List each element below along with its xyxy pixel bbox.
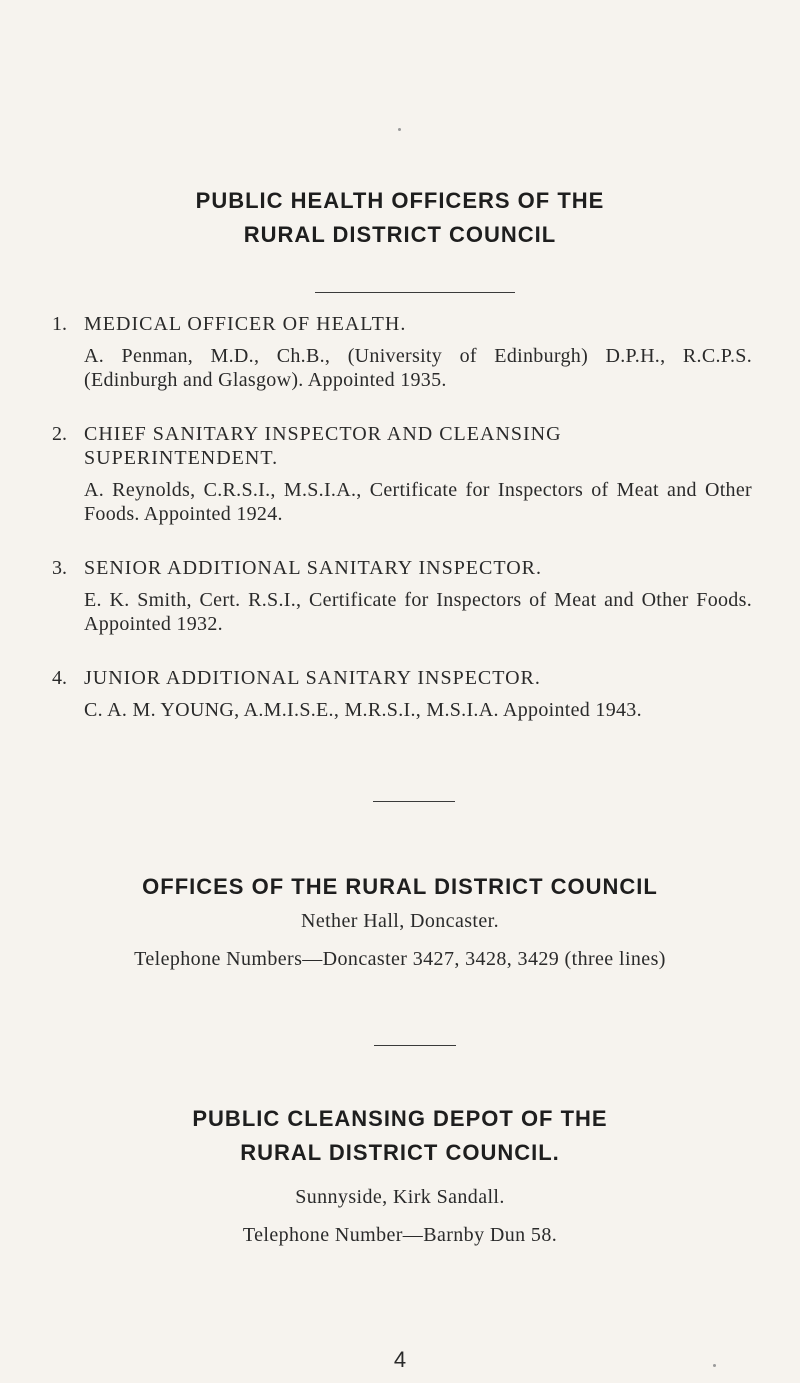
- officer-number: 4.: [52, 667, 67, 689]
- officer-number: 2.: [52, 423, 67, 445]
- depot-heading-line2: RURAL DISTRICT COUNCIL.: [240, 1140, 560, 1165]
- officer-description: A. Reynolds, C.R.S.I., M.S.I.A., Certificate for Inspectors of Meat and Other Foods. Appointed 1924.: [84, 479, 752, 525]
- depot-address: Sunnyside, Kirk Sandall.: [295, 1186, 505, 1208]
- officers-heading-line2: RURAL DISTRICT COUNCIL: [243, 222, 557, 247]
- offices-heading: OFFICES OF THE RURAL DISTRICT COUNCIL: [142, 874, 658, 899]
- divider-rule: [315, 292, 515, 293]
- divider-rule: [373, 801, 455, 802]
- offices-section: [0, 870, 800, 972]
- officer-item: [52, 666, 752, 722]
- officer-description: C. A. M. YOUNG, A.M.I.S.E., M.R.S.I., M.S.I.A. Appointed 1943.: [84, 699, 642, 721]
- officer-title: SENIOR ADDITIONAL SANITARY INSPECTOR.: [84, 557, 543, 579]
- officer-description: A. Penman, M.D., Ch.B., (University of Edinburgh) D.P.H., R.C.P.S. (Edinburgh and Glasgow). Appointed 1935.: [84, 345, 752, 391]
- page-number: 4: [393, 1347, 407, 1372]
- officer-item: [52, 312, 752, 392]
- officer-item: [52, 422, 752, 526]
- officers-list: [52, 312, 752, 752]
- officer-number: 1.: [52, 313, 67, 335]
- depot-heading: [0, 1102, 800, 1170]
- officer-title: JUNIOR ADDITIONAL SANITARY INSPECTOR.: [84, 667, 541, 689]
- scan-speck: [398, 128, 401, 131]
- officer-title: MEDICAL OFFICER OF HEALTH.: [84, 313, 407, 335]
- offices-telephone: Telephone Numbers—Doncaster 3427, 3428, 3429 (three lines): [134, 948, 666, 970]
- depot-heading-line1: PUBLIC CLEANSING DEPOT OF THE: [192, 1106, 608, 1131]
- officer-title: CHIEF SANITARY INSPECTOR AND CLEANSING SUPERINTENDENT.: [84, 423, 562, 469]
- depot-section: [0, 1102, 800, 1248]
- divider-rule: [374, 1045, 456, 1046]
- officers-heading: [0, 184, 800, 252]
- depot-telephone: Telephone Number—Barnby Dun 58.: [242, 1224, 558, 1246]
- officer-number: 3.: [52, 557, 67, 579]
- offices-address: Nether Hall, Doncaster.: [300, 910, 500, 932]
- officers-heading-line1: PUBLIC HEALTH OFFICERS OF THE: [195, 188, 605, 213]
- officer-description: E. K. Smith, Cert. R.S.I., Certificate for Inspectors of Meat and Other Foods. Appointed 1932.: [84, 589, 752, 635]
- officer-item: [52, 556, 752, 636]
